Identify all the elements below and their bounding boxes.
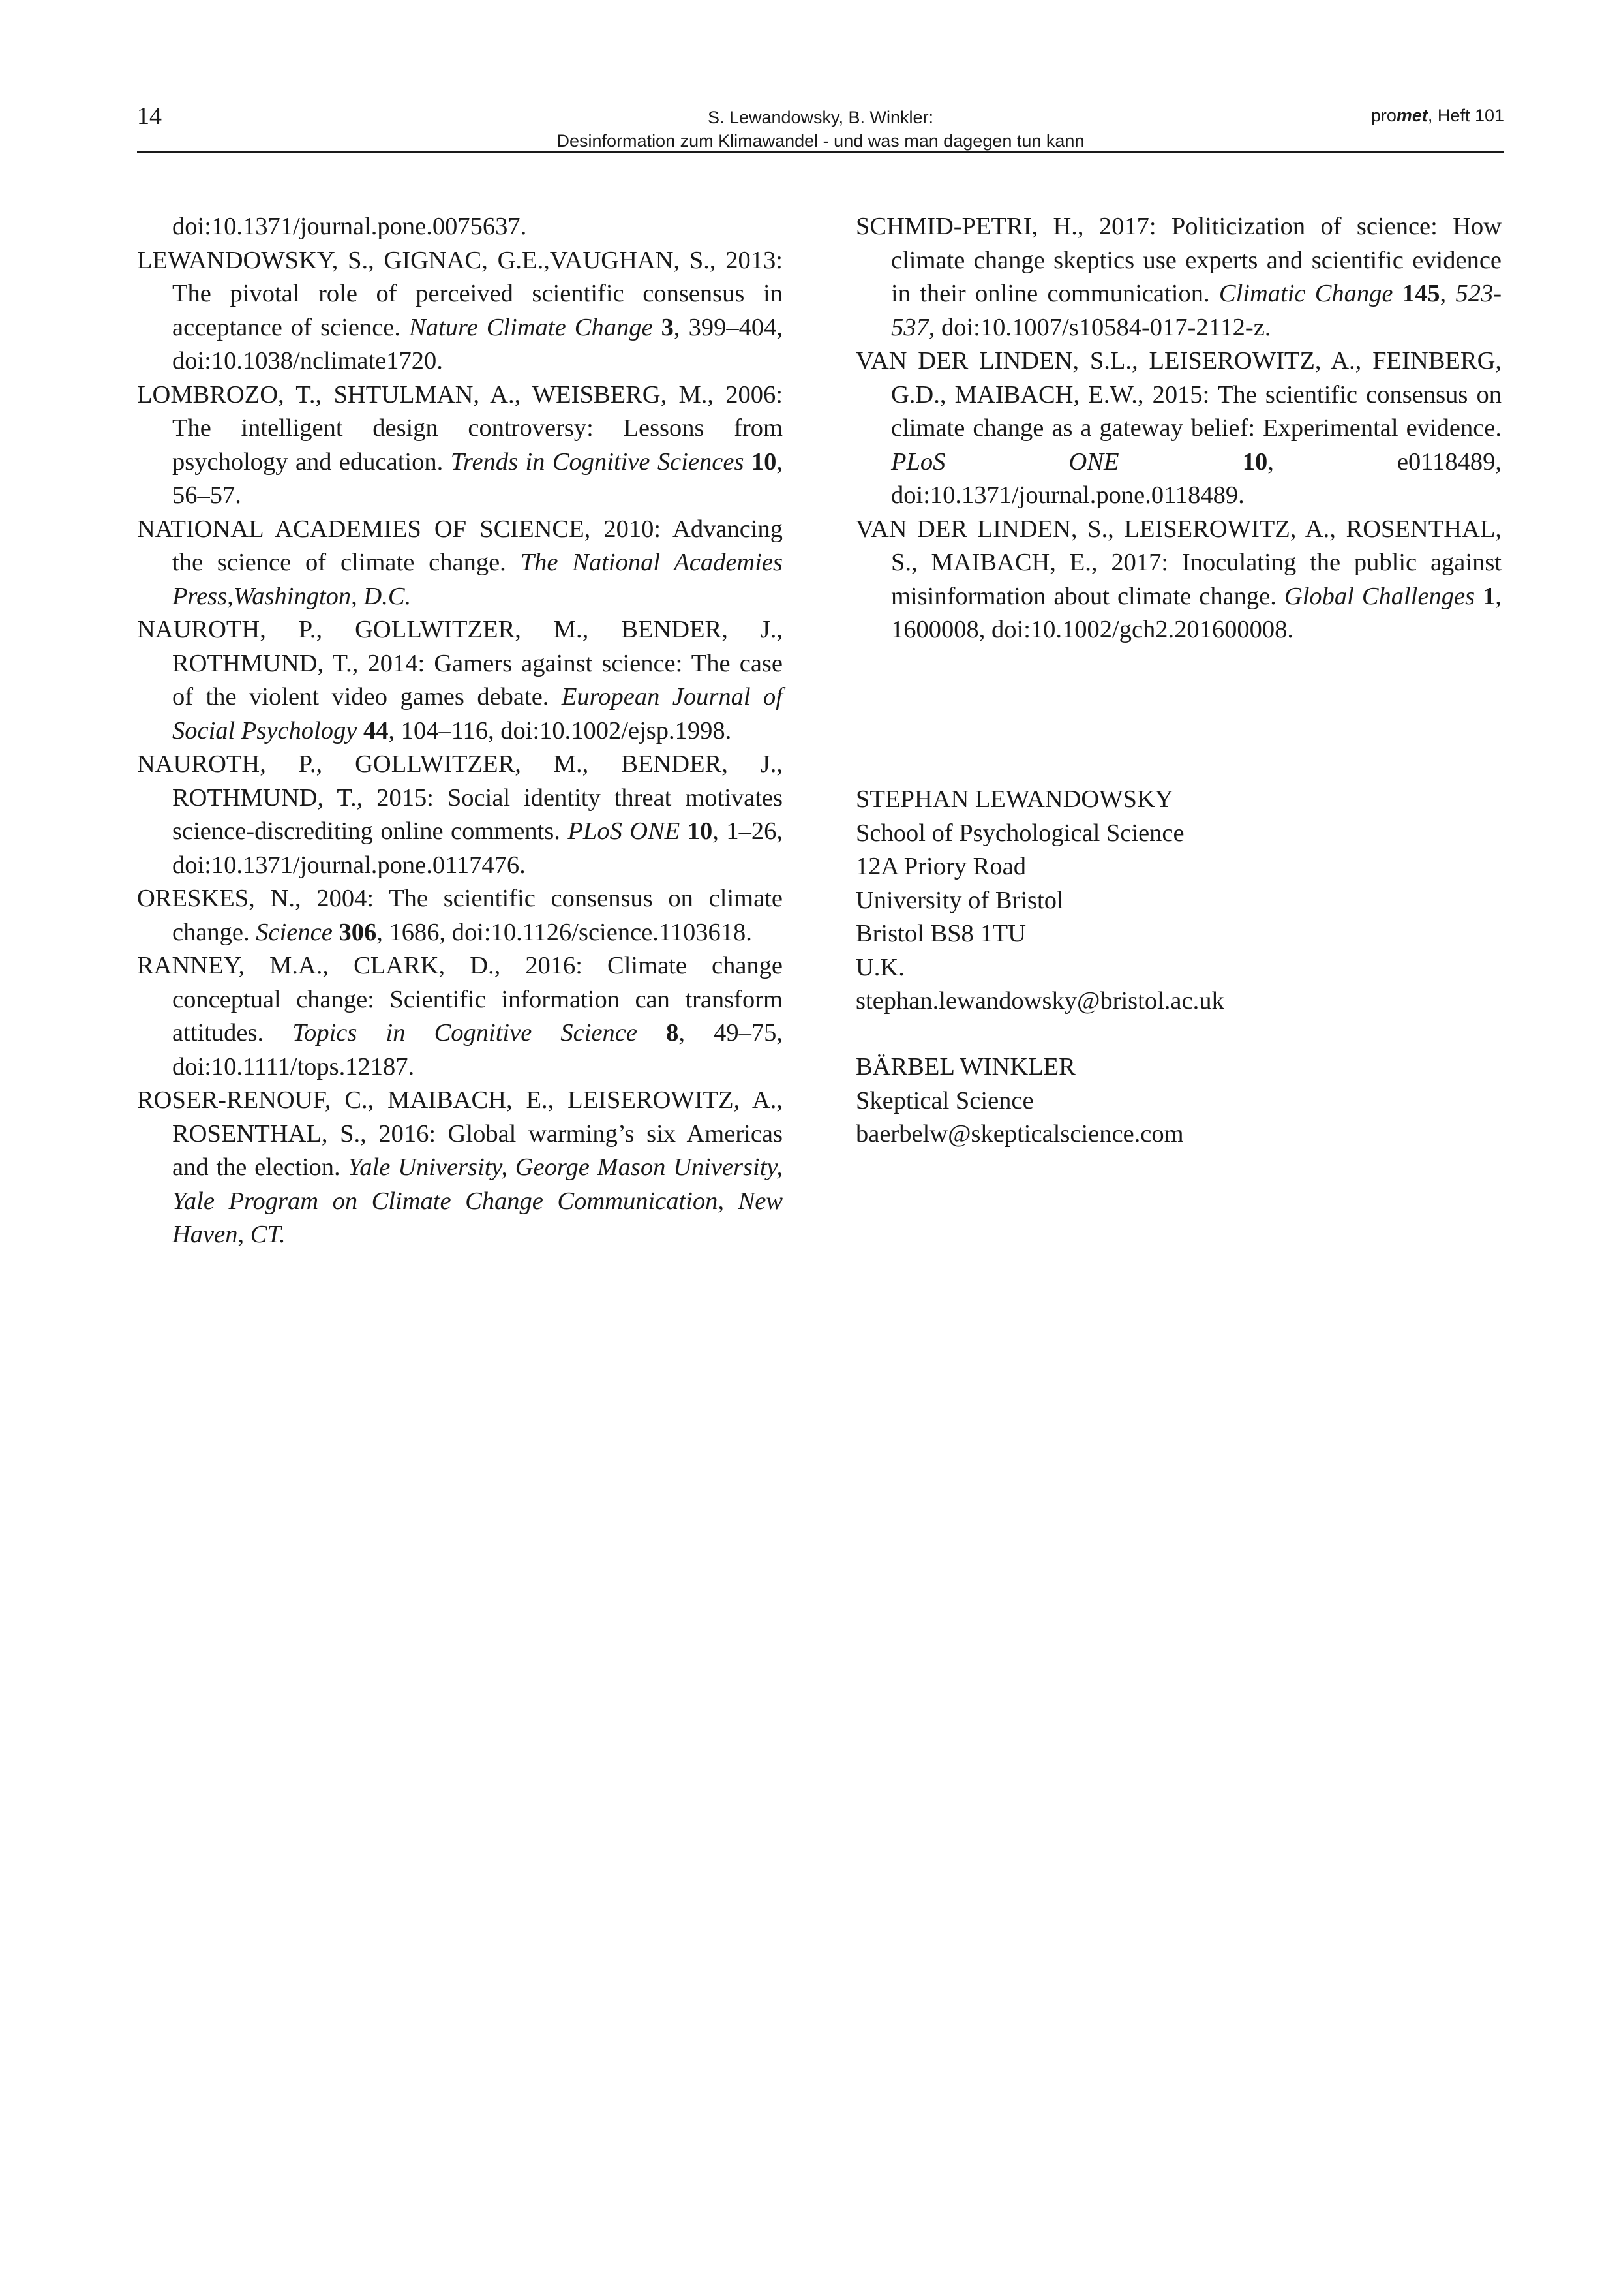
author-organization: Skeptical Science: [856, 1086, 1034, 1114]
reference-entry: VAN DER LINDEN, S., LEISEROWITZ, A., ROSENTHAL, S., MAIBACH, E., 2017: Inoculating the public against misinformation about climate change. Global Challenges 1, 1600008, doi:10.1002/gch2.201600008.: [856, 515, 1502, 643]
reference-entry: ROSER-RENOUF, C., MAIBACH, E., LEISEROWITZ, A., ROSENTHAL, S., 2016: Global warming’s six Americas and the election. Yale University, George Mason University, Yale Program on Climate Change Communication, New Haven, CT.: [137, 1086, 783, 1248]
journal-issue-number: , Heft 101: [1427, 106, 1504, 125]
reference-entry: VAN DER LINDEN, S.L., LEISEROWITZ, A., FEINBERG, G.D., MAIBACH, E.W., 2015: The scientific consensus on climate change as a gateway belief: Experimental evidence. PLoS ONE 10, e0118489, doi:10.1371/journal.pone.0118489.: [856, 347, 1502, 509]
reference-list-left: [137, 210, 783, 1252]
journal-name-bold: met: [1396, 106, 1428, 125]
header-rule: [137, 151, 1504, 153]
author-name: BÄRBEL WINKLER: [856, 1053, 1076, 1080]
page-number: 14: [137, 102, 162, 130]
author-email: stephan.lewandowsky@bristol.ac.uk: [856, 987, 1224, 1015]
reference-entry: LOMBROZO, T., SHTULMAN, A., WEISBERG, M., 2006: The intelligent design controversy: Lessons from psychology and education. Trends in Cognitive Sciences 10, 56–57.: [137, 380, 783, 509]
author-name: STEPHAN LEWANDOWSKY: [856, 786, 1173, 813]
author-address-lewandowsky: [856, 783, 1502, 1018]
reference-entry: ORESKES, N., 2004: The scientific consensus on climate change. Science 306, 1686, doi:10.1126/science.1103618.: [137, 885, 783, 946]
author-email: baerbelw@skepticalscience.com: [856, 1120, 1184, 1148]
author-street: 12A Priory Road: [856, 853, 1026, 880]
reference-entry: doi:10.1371/journal.pone.0075637.: [172, 213, 527, 240]
reference-entry: NATIONAL ACADEMIES OF SCIENCE, 2010: Advancing the science of climate change. The National Academies Press,Washington, D.C.: [137, 515, 783, 610]
running-authors: S. Lewandowsky, B. Winkler:: [707, 108, 934, 127]
page-header: [137, 98, 1504, 151]
journal-name-pre: pro: [1370, 106, 1397, 125]
reference-list-right: [856, 210, 1502, 647]
reference-entry: RANNEY, M.A., CLARK, D., 2016: Climate change conceptual change: Scientific information can transform attitudes. Topics in Cognitive Science 8, 49–75, doi:10.1111/tops.12187.: [137, 952, 783, 1080]
reference-entry: SCHMID-PETRI, H., 2017: Politicization of science: How climate change skeptics use experts and scientific evidence in their online communication. Climatic Change 145, 523-537, doi:10.1007/s10584-017-2112-z.: [856, 213, 1502, 341]
author-university: University of Bristol: [856, 886, 1064, 914]
reference-entry: LEWANDOWSKY, S., GIGNAC, G.E.,VAUGHAN, S., 2013: The pivotal role of perceived scientific consensus in acceptance of science. Nature Climate Change 3, 399–404, doi:10.1038/nclimate1720.: [137, 246, 783, 375]
reference-entry: NAUROTH, P., GOLLWITZER, M., BENDER, J., ROTHMUND, T., 2015: Social identity threat motivates science-discrediting online comments. PLoS ONE 10, 1–26, doi:10.1371/journal.pone.0117476.: [137, 750, 783, 879]
author-department: School of Psychological Science: [856, 819, 1185, 847]
author-city: Bristol BS8 1TU: [856, 920, 1026, 947]
author-address-winkler: [856, 1050, 1502, 1152]
running-article-title: Desinformation zum Klimawandel - und was man dagegen tun kann: [556, 131, 1085, 151]
running-title: [137, 106, 1504, 153]
journal-issue: [1371, 106, 1504, 126]
reference-entry: NAUROTH, P., GOLLWITZER, M., BENDER, J., ROTHMUND, T., 2014: Gamers against science: The case of the violent video games debate. European Journal of Social Psychology 44, 104–116, doi:10.1002/ejsp.1998.: [137, 616, 783, 744]
author-country: U.K.: [856, 953, 905, 981]
